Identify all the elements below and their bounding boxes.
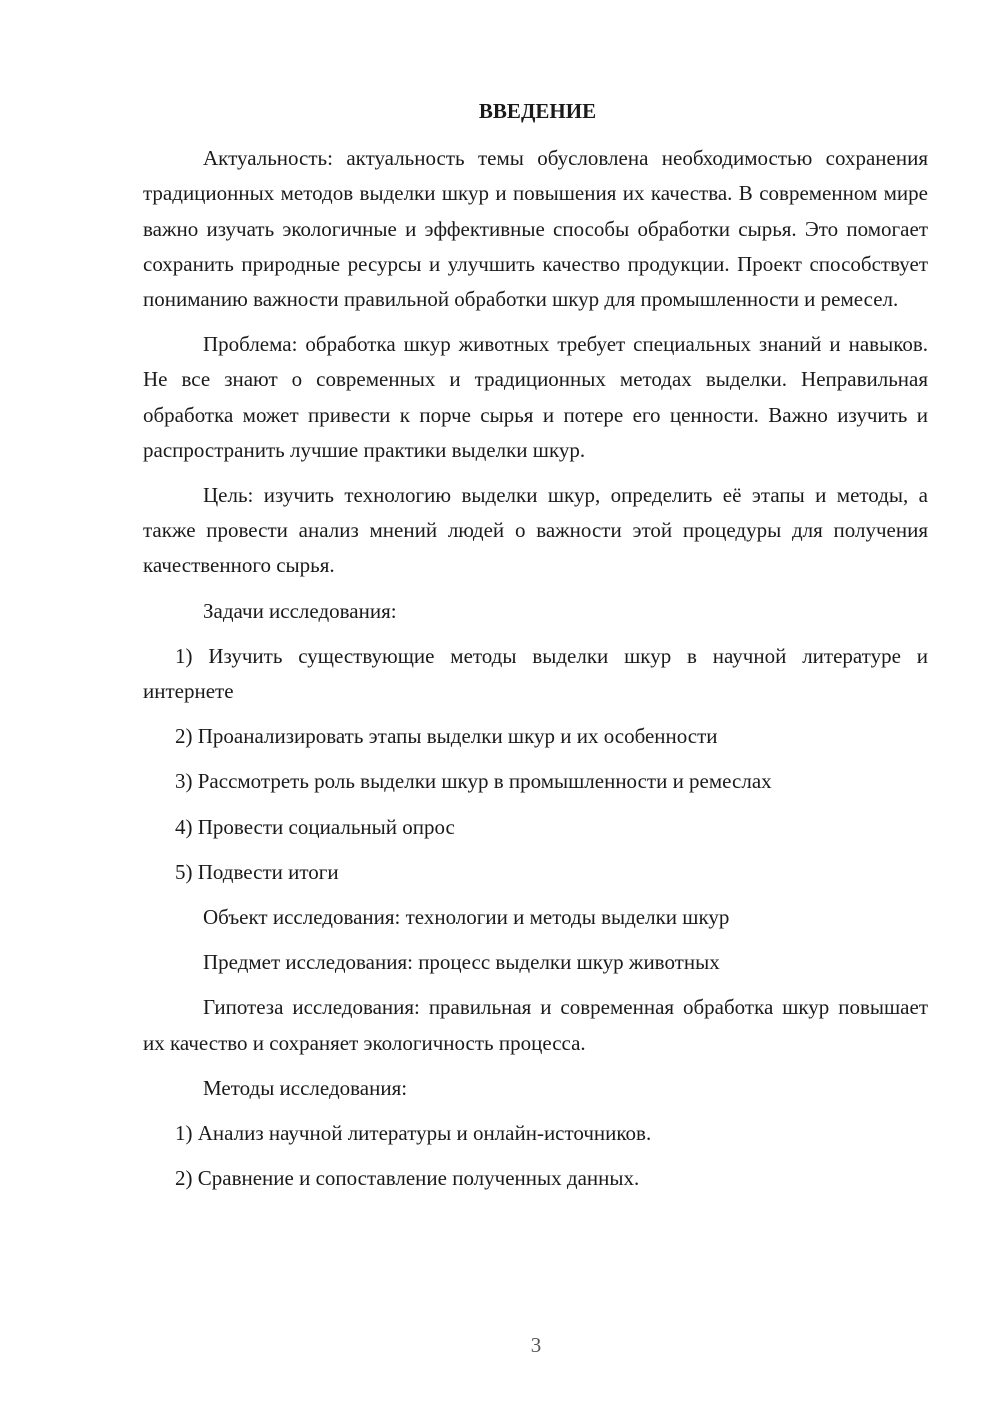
task-item: 2) Проанализировать этапы выделки шкур и их особенности <box>175 724 718 749</box>
goal-paragraph: Цель: изучить технологию выделки шкур, определить её этапы и методы, а также провести анализ мнений людей о важности этой процедуры для получения качественного сырья. <box>143 483 928 578</box>
method-item: 2) Сравнение и сопоставление полученных данных. <box>175 1166 640 1191</box>
research-subject: Предмет исследования: процесс выделки шкур животных <box>203 950 720 975</box>
problem-paragraph: Проблема: обработка шкур животных требует специальных знаний и навыков. Не все знают о современных и традиционных методах выделки. Неправильная обработка может привести к порче сырья и потере его ценности. Важно изучить и распространить лучшие практики выделки шкур. <box>143 332 928 462</box>
page-title: ВВЕДЕНИЕ <box>478 99 597 123</box>
research-hypothesis: Гипотеза исследования: правильная и современная обработка шкур повышает их качество и сохраняет экологичность процесса. <box>143 995 928 1055</box>
task-item: 3) Рассмотреть роль выделки шкур в промышленности и ремеслах <box>175 769 772 794</box>
task-item: 1) Изучить существующие методы выделки шкур в научной литературе и интернете <box>143 643 928 704</box>
relevance-paragraph: Актуальность: актуальность темы обусловлена необходимостью сохранения традиционных методов выделки шкур и повышения их качества. В современном мире важно изучать экологичные и эффективные способы обработки сырья. Это помогает сохранить природные ресурсы и улучшить качество продукции. Проект способствует пониманию важности правильной обработки шкур для промышленности и ремесел. <box>143 146 928 312</box>
research-object: Объект исследования: технологии и методы выделки шкур <box>203 905 730 930</box>
method-item: 1) Анализ научной литературы и онлайн-источников. <box>175 1121 652 1146</box>
tasks-heading: Задачи исследования: <box>203 598 397 623</box>
page-number: 3 <box>530 1333 542 1357</box>
page-content <box>143 94 928 1206</box>
task-item: 4) Провести социальный опрос <box>175 814 455 839</box>
task-item: 5) Подвести итоги <box>175 859 339 884</box>
methods-heading: Методы исследования: <box>203 1075 408 1100</box>
